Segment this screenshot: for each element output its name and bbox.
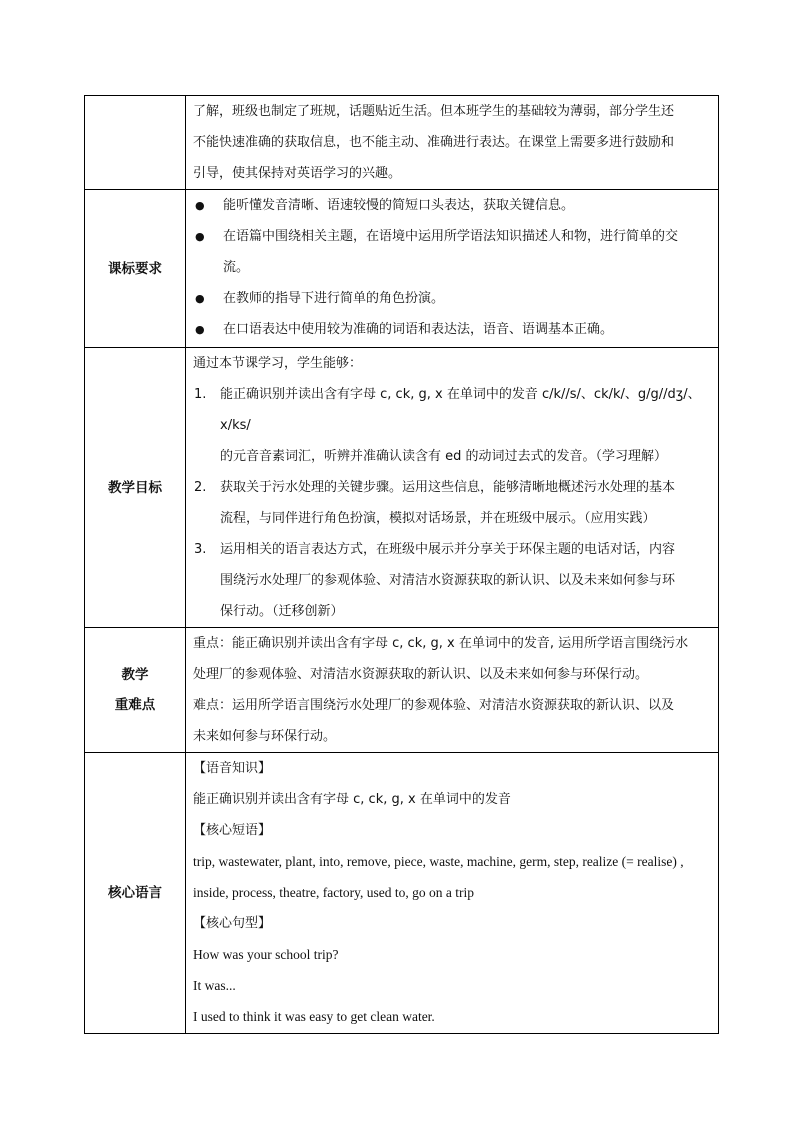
item-text: 流程，与同伴进行角色扮演，模拟对话场景，并在班级中展示。（应用实践） (220, 511, 656, 526)
row-label-objectives: 教学目标 (85, 348, 186, 628)
key-points-cell (186, 628, 719, 753)
row-core-language (85, 753, 719, 1034)
numbered-item-continuation (193, 565, 712, 596)
numbered-item-continuation (193, 503, 712, 534)
key-point-line: 未来如何参与环保行动。 (193, 729, 337, 744)
numbered-item-continuation (193, 596, 712, 627)
list-item (193, 190, 712, 221)
learner-analysis-cell (186, 96, 719, 190)
sentence-line: It was... (193, 978, 236, 993)
text-line: 了解，班级也制定了班规，话题贴近生活。但本班学生的基础较为薄弱，部分学生还 (193, 104, 675, 119)
item-number: 2. (194, 480, 207, 495)
item-text: 的元音音素词汇，听辨并准确认读含有 ed 的动词过去式的发音。（学习理解） (220, 449, 668, 464)
row-learner-analysis (85, 96, 719, 190)
phrases-line: trip, wastewater, plant, into, remove, piece, waste, machine, germ, step, realize (= realise) , (193, 854, 684, 869)
list-item (193, 221, 712, 252)
list-item (193, 314, 712, 345)
list-item (193, 283, 712, 314)
key-point-line: 难点：运用所学语言围绕污水处理厂的参观体验、对清洁水资源获取的新认识、以及 (193, 698, 675, 713)
objectives-cell (186, 348, 719, 628)
row-curriculum-standards (85, 190, 719, 348)
row-label-key-points (85, 628, 186, 753)
row-key-points (85, 628, 719, 753)
list-item-continuation (193, 252, 712, 283)
sentence-line: I used to think it was easy to get clean water. (193, 1009, 435, 1024)
item-text: 保行动。（迁移创新） (220, 604, 344, 619)
list-item-text: 在教师的指导下进行简单的角色扮演。 (223, 291, 445, 306)
item-text: 能正确识别并读出含有字母 c, ck, g, x 在单词中的发音 c/k//s/、ck/k/、g/g//dʒ/、x/ks/ (220, 387, 701, 433)
item-text: 运用相关的语言表达方式，在班级中展示并分享关于环保主题的电话对话，内容 (220, 542, 676, 557)
label-line: 重难点 (114, 697, 156, 713)
bullet-icon: ● (195, 292, 205, 305)
list-item-text: 在语篇中围绕相关主题，在语境中运用所学语法知识描述人和物，进行简单的交 (223, 229, 679, 244)
standards-cell (186, 190, 719, 348)
numbered-item (193, 379, 712, 441)
row-label-standards: 课标要求 (85, 190, 186, 348)
lesson-plan-table (84, 95, 719, 1034)
text-line: 引导，使其保持对英语学习的兴趣。 (193, 166, 402, 181)
item-number: 1. (194, 387, 207, 402)
section-heading-phrases: 【核心短语】 (193, 823, 272, 838)
list-item-text: 能听懂发音清晰、语速较慢的简短口头表达，获取关键信息。 (223, 198, 575, 213)
numbered-item (193, 472, 712, 503)
numbered-item-continuation (193, 441, 712, 472)
phonics-text: 能正确识别并读出含有字母 c, ck, g, x 在单词中的发音 (193, 792, 511, 807)
section-heading-phonics: 【语音知识】 (193, 761, 272, 776)
key-point-line: 处理厂的参观体验、对清洁水资源获取的新认识、以及未来如何参与环保行动。 (193, 667, 649, 682)
bullet-icon: ● (195, 323, 205, 336)
item-text: 围绕污水处理厂的参观体验、对清洁水资源获取的新认识、以及未来如何参与环 (220, 573, 676, 588)
sentence-line: How was your school trip? (193, 947, 339, 962)
item-text: 获取关于污水处理的关键步骤。运用这些信息，能够清晰地概述污水处理的基本 (220, 480, 676, 495)
row-teaching-objectives (85, 348, 719, 628)
bullet-icon: ● (195, 230, 205, 243)
bullet-icon: ● (195, 199, 205, 212)
item-number: 3. (194, 542, 207, 557)
text-line: 不能快速准确的获取信息，也不能主动、准确进行表达。在课堂上需要多进行鼓励和 (193, 135, 675, 150)
numbered-item (193, 534, 712, 565)
row-label-empty (85, 96, 186, 190)
phrases-line: inside, process, theatre, factory, used to, go on a trip (193, 885, 475, 900)
key-point-line: 重点：能正确识别并读出含有字母 c, ck, g, x 在单词中的发音, 运用所学语言围绕污水 (193, 636, 689, 651)
section-heading-sentences: 【核心句型】 (193, 916, 272, 931)
label-line: 教学 (121, 667, 149, 683)
objectives-intro: 通过本节课学习，学生能够： (193, 356, 363, 371)
list-item-text: 流。 (223, 260, 250, 275)
row-label-core-language: 核心语言 (85, 753, 186, 1034)
core-language-cell (186, 753, 719, 1034)
list-item-text: 在口语表达中使用较为准确的词语和表达法，语音、语调基本正确。 (223, 322, 614, 337)
